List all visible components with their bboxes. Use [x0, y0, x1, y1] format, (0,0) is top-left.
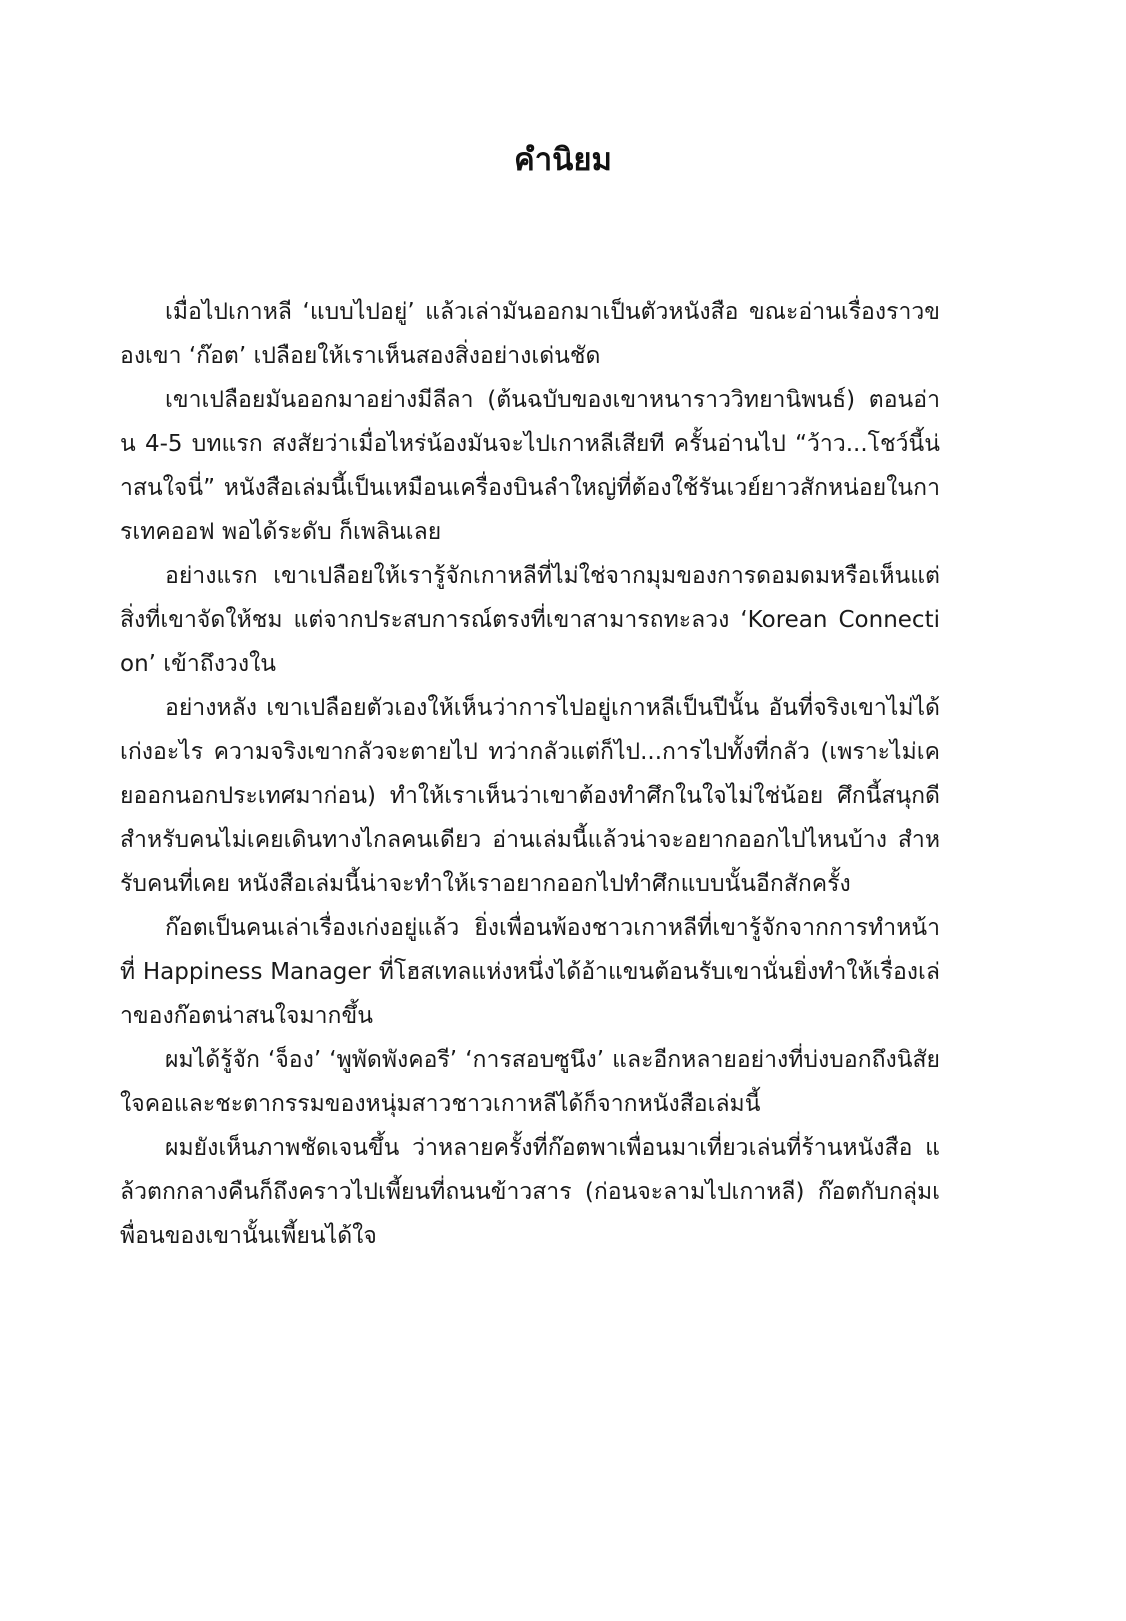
- paragraph-5: ก๊อตเป็นคนเล่าเรื่องเก่งอยู่แล้ว ยิ่งเพื่อนพ้องชาวเกาหลีที่เขารู้จักจากการทำหน้าที่ Happiness Manager ที่โฮสเทลแห่งหนึ่งได้อ้าแขนต้อนรับเขานั่นยิ่งทำให้เรื่องเล่าของก๊อตน่าสนใจมากขึ้น: [120, 915, 940, 1029]
- paragraph-1: เมื่อไปเกาหลี ‘แบบไปอยู่’ แล้วเล่ามันออกมาเป็นตัวหนังสือ ขณะอ่านเรื่องราวของเขา ‘ก๊อต’ เปลือยให้เราเห็นสองสิ่งอย่างเด่นชัด: [120, 299, 940, 369]
- paragraph-7: ผมยังเห็นภาพชัดเจนขึ้น ว่าหลายครั้งที่ก๊อตพาเพื่อนมาเที่ยวเล่นที่ร้านหนังสือ แล้วตกกลางคืนก็ถึงคราวไปเพี้ยนที่ถนนข้าวสาร (ก่อนจะลามไปเกาหลี) ก๊อตกับกลุ่มเพื่อนของเขานั้นเพี้ยนได้ใจ: [120, 1135, 940, 1249]
- paragraph-4: อย่างหลัง เขาเปลือยตัวเองให้เห็นว่าการไปอยู่เกาหลีเป็นปีนั้น อันที่จริงเขาไม่ได้เก่งอะไร ความจริงเขากลัวจะตายไป ทว่ากลัวแต่ก็ไป...การไปทั้งที่กลัว (เพราะไม่เคยออกนอกประเทศมาก่อน) ทำให้เราเห็นว่าเขาต้องทำศึกในใจไม่ใช่น้อย ศึกนี้สนุกดี สำหรับคนไม่เคยเดินทางไกลคนเดียว อ่านเล่มนี้แล้วน่าจะอยากออกไปไหนบ้าง สำหรับคนที่เคย หนังสือเล่มนี้น่าจะทำให้เราอยากออกไปทำศึกแบบนั้นอีกสักครั้ง: [120, 695, 940, 897]
- page-title: คำนิยม: [514, 142, 612, 178]
- body-text: [120, 290, 940, 1258]
- paragraph-3: อย่างแรก เขาเปลือยให้เรารู้จักเกาหลีที่ไม่ใช่จากมุมของการดอมดมหรือเห็นแต่สิ่งที่เขาจัดให้ชม แต่จากประสบการณ์ตรงที่เขาสามารถทะลวง ‘Korean Connection’ เข้าถึงวงใน: [120, 563, 940, 677]
- paragraph-2: เขาเปลือยมันออกมาอย่างมีลีลา (ต้นฉบับของเขาหนาราววิทยานิพนธ์) ตอนอ่าน 4-5 บทแรก สงสัยว่าเมื่อไหร่น้องมันจะไปเกาหลีเสียที ครั้นอ่านไป “ว้าว...โชว์นี้น่าสนใจนี่” หนังสือเล่มนี้เป็นเหมือนเครื่องบินลำใหญ่ที่ต้องใช้รันเวย์ยาวสักหน่อยในการเทคออฟ พอได้ระดับ ก็เพลินเลย: [120, 387, 940, 545]
- paragraph-6: ผมได้รู้จัก ‘จ็อง’ ‘พูพัดพังคอรี’ ‘การสอบซูนึง’ และอีกหลายอย่างที่บ่งบอกถึงนิสัยใจคอและชะตากรรมของหนุ่มสาวชาวเกาหลีได้ก็จากหนังสือเล่มนี้: [120, 1047, 940, 1117]
